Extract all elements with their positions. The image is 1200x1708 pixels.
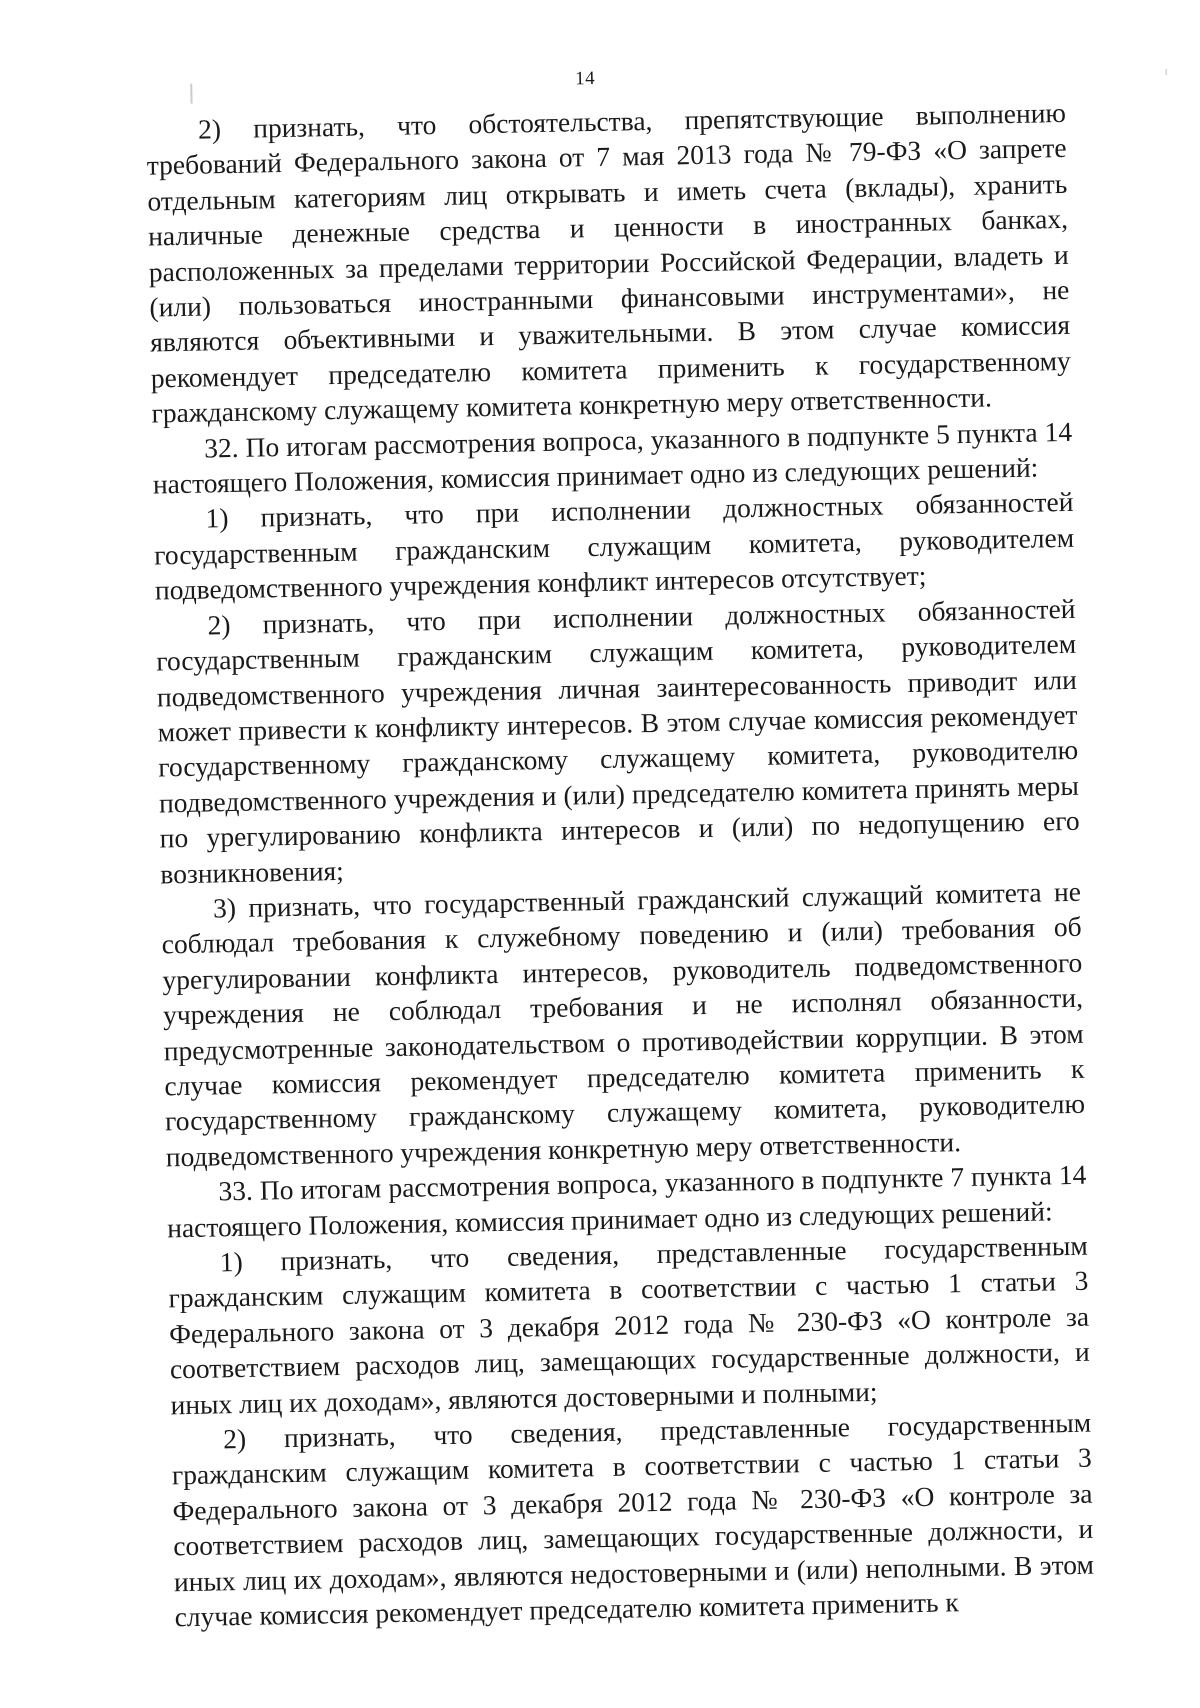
- paragraph: 3) признать, что государственный гражданский служащий комитета не соблюдал требования к служебному поведению и (или) требования об урегулировании конфликта интересов, руководитель подведомственного учреждения не соблюдал требования и не исполнял обязанности, предусмотренные законодательством о противодействии коррупции. В этом случае комиссия рекомендует председателю комитета применить к государственному гражданскому служащему комитета, руководителю подведомственного учреждения конкретную меру ответственности.: [161, 875, 1086, 1173]
- paragraph: 32. По итогам рассмотрения вопроса, указанного в подпункте 5 пункта 14 настоящего Положения, комиссия принимает одно из следующих решений:: [152, 415, 1073, 500]
- paragraph: 1) признать, что при исполнении должностных обязанностей государственным гражданским служащим комитета, руководителем подведомственного учреждения конфликт интересов отсутствует;: [153, 486, 1075, 606]
- document-body: [146, 95, 1095, 1635]
- paragraph: 33. По итогам рассмотрения вопроса, указанного в подпункте 7 пункта 14 настоящего Положения, комиссия принимает одно из следующих решений:: [166, 1158, 1087, 1243]
- paragraph: 1) признать, что сведения, представленные государственным гражданским служащим комитета в соответствии с частью 1 статьи 3 Федерального закона от 3 декабря 2012 года № 230-ФЗ «О контроле за соответствием расходов лиц, замещающих государственные должности, и иных лиц их доходам», являются достоверными и полными;: [168, 1229, 1091, 1420]
- paragraph: 2) признать, что обстоятельства, препятствующие выполнению требований Федерального закона от 7 мая 2013 года № 79-ФЗ «О запрете отдельным категориям лиц открывать и иметь счета (вклады), хранить наличные денежные средства и ценности в иностранных банках, расположенных за пределами территории Российской Федерации, владеть и (или) пользоваться иностранными финансовыми инструментами», не являются объективными и уважительными. В этом случае комиссия рекомендует председателю комитета применить к государственному гражданскому служащему комитета конкретную меру ответственности.: [146, 96, 1071, 429]
- page-number: 14: [574, 67, 596, 90]
- paragraph: 2) признать, что сведения, представленные государственным гражданским служащим комитета в соответствии с частью 1 статьи 3 Федерального закона от 3 декабря 2012 года № 230-ФЗ «О контроле за соответствием расходов лиц, замещающих государственные должности, и иных лиц их доходам», являются недостоверными и (или) неполными. В этом случае комиссия рекомендует председателю комитета применить к: [171, 1406, 1095, 1633]
- paragraph: 2) признать, что при исполнении должностных обязанностей государственным гражданским служащим комитета, руководителем подведомственного учреждения личная заинтересованность приводит или может привести к конфликту интересов. В этом случае комиссия рекомендует государственному гражданскому служащему комитета, руководителю подведомственного учреждения и (или) председателю комитета принять меры по урегулированию конфликта интересов и (или) по недопущению его возникновения;: [155, 592, 1080, 889]
